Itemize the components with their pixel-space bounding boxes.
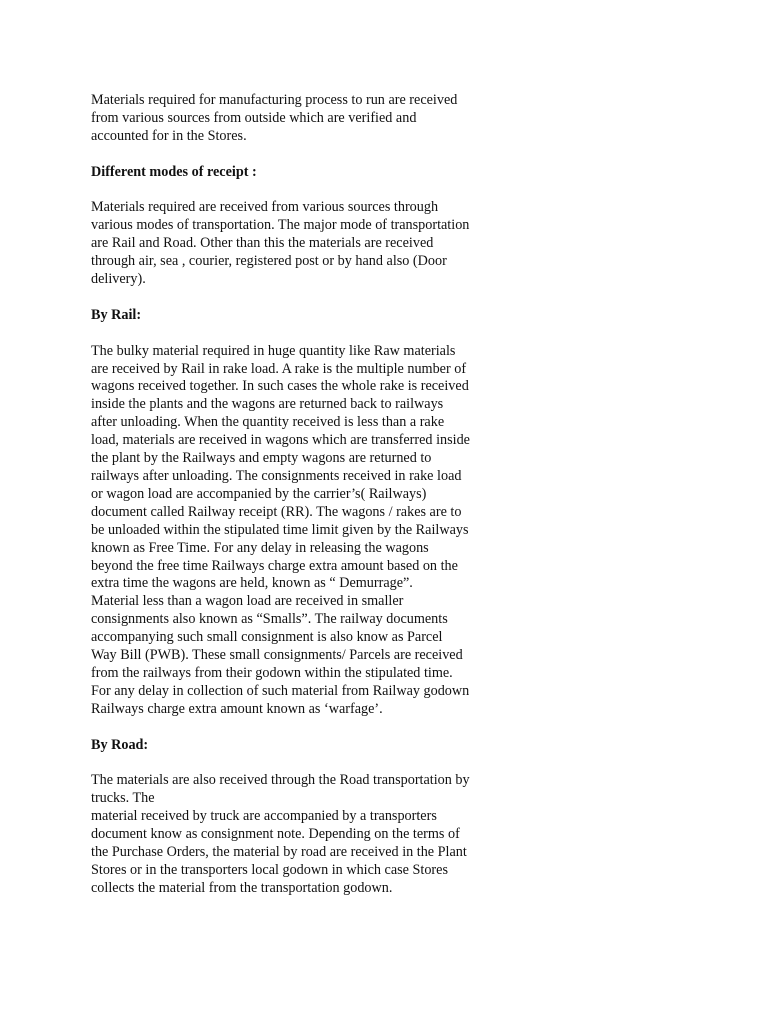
text-line: the plant by the Railways and empty wagons are returned to [91,450,432,467]
text-line: Railways charge extra amount known as ‘warfage’. [91,700,383,717]
text-line: accompanying such small consignment is also know as Parcel [91,629,443,646]
text-line: consignments also known as “Smalls”. The railway documents [91,611,448,628]
text-line: be unloaded within the stipulated time limit given by the Railways [91,521,469,538]
text-line: document called Railway receipt (RR). The wagons / rakes are to [91,503,462,520]
text-line: railways after unloading. The consignments received in rake load [91,467,462,484]
text-line: material received by truck are accompanied by a transporters [91,808,437,825]
text-line: trucks. The [91,790,155,807]
intro-paragraph [91,92,511,146]
text-line: load, materials are received in wagons which are transferred inside [91,432,470,449]
text-line: from various sources from outside which are verified and [91,109,417,126]
text-line: Materials required for manufacturing process to run are received [91,92,458,108]
document-page [91,92,511,898]
text-line: from the railways from their godown within the stipulated time. [91,664,453,681]
text-line: accounted for in the Stores. [91,127,247,144]
text-line: beyond the free time Railways charge extra amount based on the [91,557,458,574]
text-line: known as Free Time. For any delay in releasing the wagons [91,539,429,556]
text-line: are received by Rail in rake load. A rake is the multiple number of [91,360,467,377]
text-line: The materials are also received through the Road transportation by [91,772,470,789]
text-line: collects the material from the transportation godown. [91,879,393,896]
heading-modes-of-receipt: Different modes of receipt : [91,163,257,180]
rail-paragraph [91,343,511,719]
text-line: or wagon load are accompanied by the carrier’s( Railways) [91,485,427,502]
text-line: Way Bill (PWB). These small consignments/ Parcels are received [91,647,463,664]
road-paragraph [91,772,511,897]
text-line: For any delay in collection of such material from Railway godown [91,682,470,699]
text-line: are Rail and Road. Other than this the materials are received [91,235,434,252]
text-line: after unloading. When the quantity received is less than a rake [91,414,445,431]
text-line: inside the plants and the wagons are returned back to railways [91,396,444,413]
text-line: various modes of transportation. The major mode of transportation [91,217,470,234]
text-line: the Purchase Orders, the material by road are received in the Plant [91,843,467,860]
text-line: extra time the wagons are held, known as “ Demurrage”. [91,575,413,592]
text-line: Material less than a wagon load are received in smaller [91,593,404,610]
text-line: The bulky material required in huge quantity like Raw materials [91,342,456,359]
text-line: Materials required are received from various sources through [91,199,439,216]
text-line: through air, sea , courier, registered post or by hand also (Door [91,253,447,270]
text-line: Stores or in the transporters local godown in which case Stores [91,861,448,878]
heading-by-road: By Road: [91,736,149,753]
text-line: wagons received together. In such cases the whole rake is received [91,378,469,395]
heading-by-rail: By Rail: [91,306,142,323]
modes-paragraph [91,199,511,289]
text-line: document know as consignment note. Depending on the terms of [91,826,460,843]
text-line: delivery). [91,271,146,288]
